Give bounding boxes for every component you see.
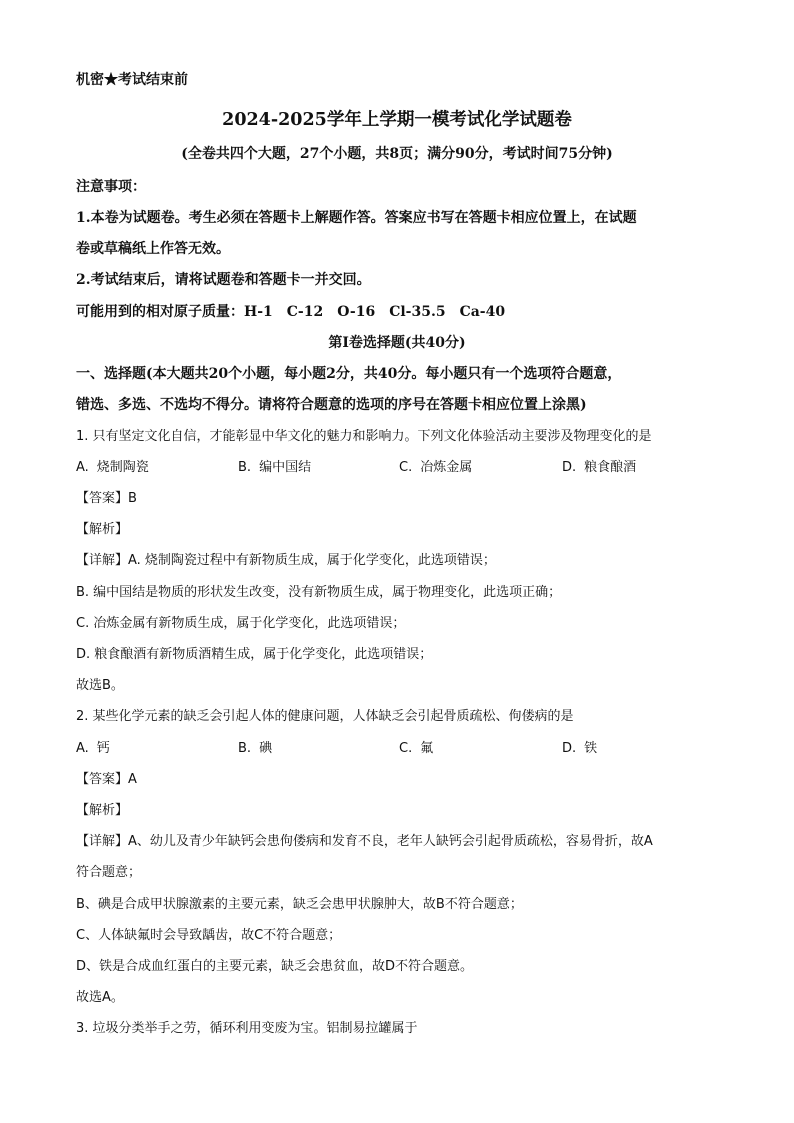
question-1-option-d: D. 粮食酿酒 — [562, 460, 637, 475]
question-1-detail-3: C. 冶炼金属有新物质生成，属于化学变化，此选项错误； — [76, 616, 406, 631]
question-2-options — [76, 739, 716, 759]
question-1-option-a: A. 烧制陶瓷 — [76, 460, 149, 475]
question-1-option-c: C. 冶炼金属 — [399, 460, 473, 475]
question-1-detail-1: 【详解】A. 烧制陶瓷过程中有新物质生成，属于化学变化，此选项错误； — [76, 553, 496, 568]
question-1-option-b: B. 编中国结 — [238, 460, 312, 475]
question-1-options — [76, 458, 716, 478]
question-1-conclusion: 故选B。 — [76, 678, 124, 693]
question-2-detail-1: 【详解】A、幼儿及青少年缺钙会患佝偻病和发育不良，老年人缺钙会引起骨质疏松，容易骨折，故A — [76, 834, 653, 849]
confidential-label: 机密★考试结束前 — [76, 72, 188, 88]
section-intro-line-1: 一、选择题(本大题共20个小题，每小题2分，共40分。每小题只有一个选项符合题意， — [76, 366, 622, 382]
section-intro-line-2: 错选、多选、不选均不得分。请将符合题意的选项的序号在答题卡相应位置上涂黑) — [76, 397, 587, 413]
question-1-analysis-label: 【解析】 — [76, 522, 129, 537]
question-2-detail-1-cont: 符合题意； — [76, 865, 142, 880]
part-title: 第Ⅰ卷选择题(共40分) — [328, 335, 466, 351]
question-2-detail-2: B、碘是合成甲状腺激素的主要元素，缺乏会患甲状腺肿大，故B不符合题意； — [76, 897, 523, 912]
notice-item-1-line-2: 卷或草稿纸上作答无效。 — [76, 241, 230, 257]
notice-item-2: 2.考试结束后，请将试题卷和答题卡一并交回。 — [76, 272, 371, 288]
question-3-stem: 3. 垃圾分类举手之劳，循环利用变废为宝。铝制易拉罐属于 — [76, 1021, 418, 1036]
notice-heading: 注意事项： — [76, 179, 146, 195]
question-2-stem: 2. 某些化学元素的缺乏会引起人体的健康问题，人体缺乏会引起骨质疏松、佝偻病的是 — [76, 709, 574, 724]
notice-item-1-line-1: 1.本卷为试题卷。考生必须在答题卡上解题作答。答案应书写在答题卡相应位置上，在试题 — [76, 210, 637, 226]
question-2-detail-4: D、铁是合成血红蛋白的主要元素，缺乏会患贫血，故D不符合题意。 — [76, 959, 474, 974]
question-2-detail-3: C、人体缺氟时会导致龋齿，故C不符合题意； — [76, 928, 342, 943]
question-2-answer: 【答案】A — [76, 772, 137, 787]
question-2-conclusion: 故选A。 — [76, 990, 124, 1005]
question-2-analysis-label: 【解析】 — [76, 803, 129, 818]
question-2-option-a: A. 钙 — [76, 741, 110, 756]
exam-title: 2024-2025学年上学期一模考试化学试题卷 — [222, 110, 572, 130]
question-2-option-d: D. 铁 — [562, 741, 598, 756]
question-1-answer: 【答案】B — [76, 491, 137, 506]
question-2-option-c: C. 氟 — [399, 741, 434, 756]
exam-subtitle: (全卷共四个大题，27个小题，共8页；满分90分，考试时间75分钟) — [181, 146, 613, 162]
question-1-detail-4: D. 粮食酿酒有新物质酒精生成，属于化学变化，此选项错误； — [76, 647, 433, 662]
question-1-detail-2: B. 编中国结是物质的形状发生改变，没有新物质生成，属于物理变化，此选项正确； — [76, 585, 562, 600]
atomic-mass-line: 可能用到的相对原子质量：H-1 C-12 O-16 Cl-35.5 Ca-40 — [76, 304, 506, 320]
question-1-stem: 1. 只有坚定文化自信，才能彰显中华文化的魅力和影响力。下列文化体验活动主要涉及物理变化的是 — [76, 429, 652, 444]
question-2-option-b: B. 碘 — [238, 741, 273, 756]
